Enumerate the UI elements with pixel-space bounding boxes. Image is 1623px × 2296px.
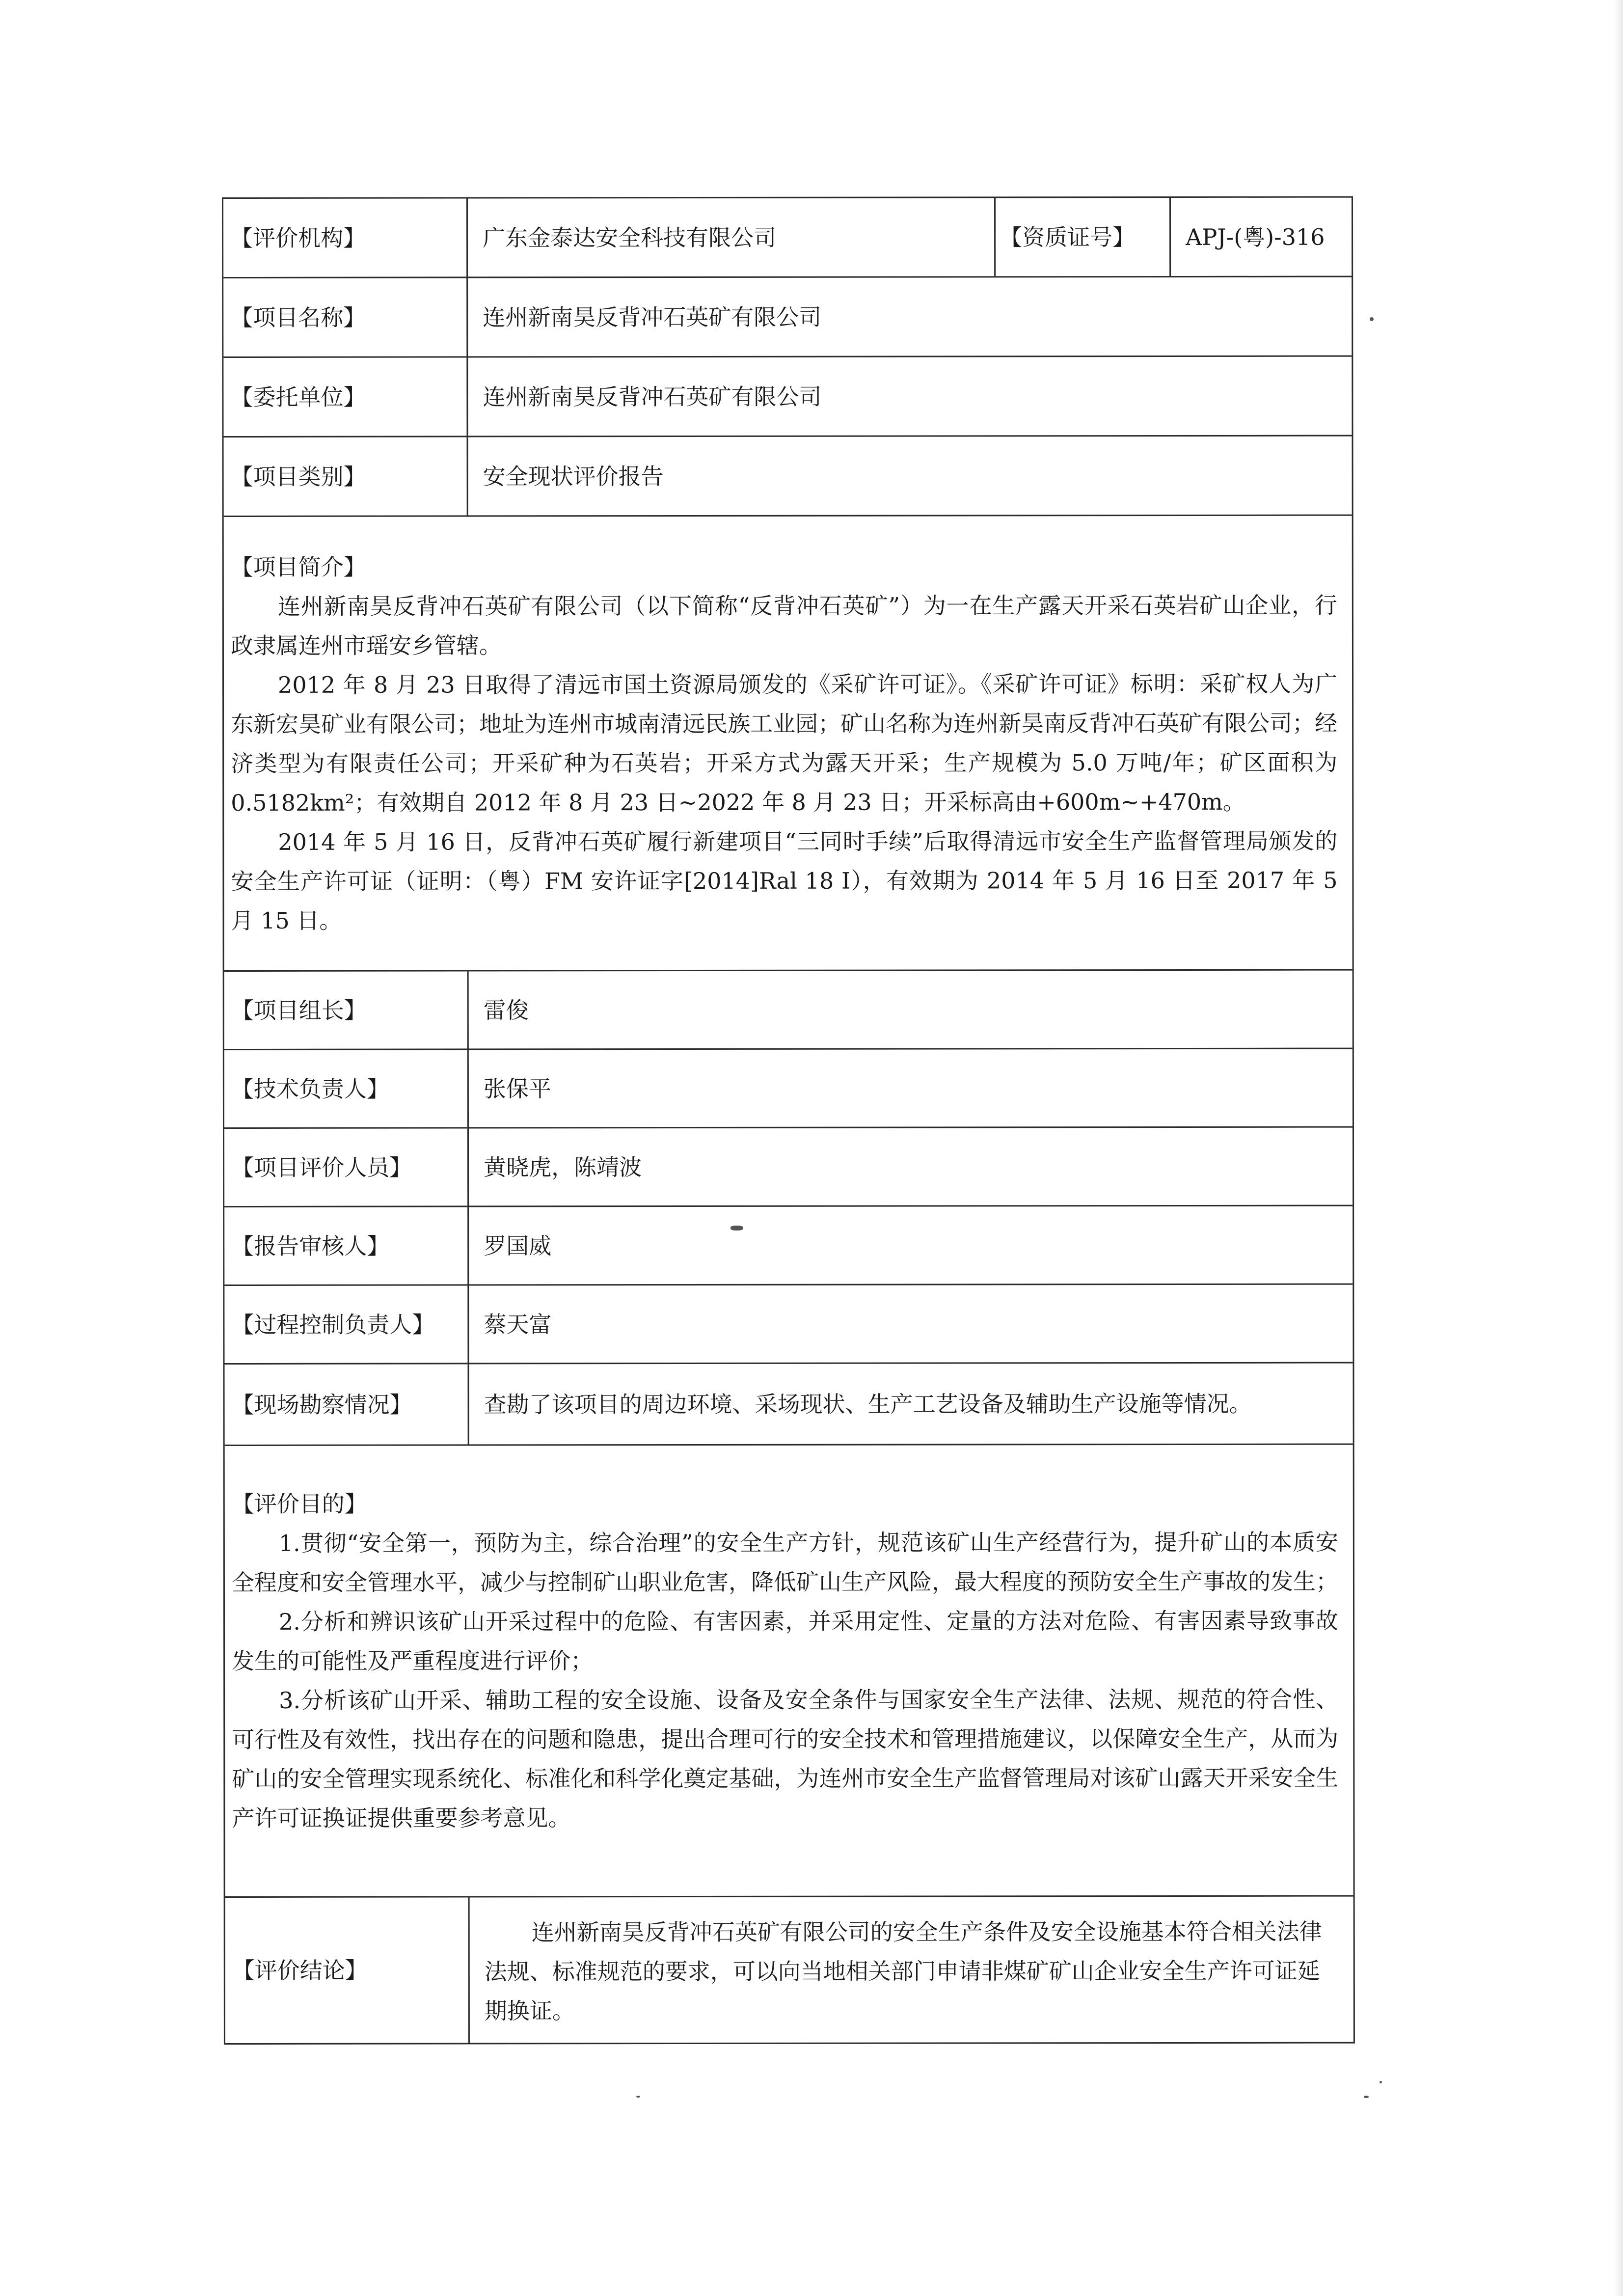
report-reviewer-label: 【报告审核人】 xyxy=(231,1232,390,1259)
client-label: 【委托单位】 xyxy=(230,383,366,410)
scan-speck xyxy=(1370,317,1374,321)
summary-paragraph: 2012 年 8 月 23 日取得了清远市国土资源局颁发的《采矿许可证》。《采矿许可证》标明：采矿权人为广东新宏昊矿业有限公司；地址为连州市城南清远民族工业园；矿山名称为连州新昊南反背冲石英矿有限公司；经济类型为有限责任公司；开采矿种为石英岩；开采方式为露天开采；生产规模为 5.0 万吨/年；矿区面积为 0.5182km²；有效期自 2012 年 8 月 23 日~2022 年 8 月 23 日；开采标高由+600m~+470m。 xyxy=(231,670,1338,816)
conclusion-text: 连州新南昊反背冲石英矿有限公司的安全生产条件及安全设施基本符合相关法律法规、标准规范的要求，可以向当地相关部门申请非煤矿矿山企业安全生产许可证延期换证。 xyxy=(484,1918,1322,2024)
row-project-name xyxy=(223,277,1352,358)
purpose-paragraph: 2.分析和辨识该矿山开采过程中的危险、有害因素，并采用定性、定量的方法对危险、有害因素导致事故发生的可能性及严重程度进行评价； xyxy=(232,1607,1339,1674)
evaluation-summary-form xyxy=(222,196,1355,2045)
project-type-label: 【项目类别】 xyxy=(230,463,366,490)
row-project-type xyxy=(224,437,1352,517)
qualification-label: 【资质证号】 xyxy=(994,198,1169,276)
row-team-leader xyxy=(224,971,1352,1050)
site-survey-value: 查勘了该项目的周边环境、采场现状、生产工艺设备及辅助生产设施等情况。 xyxy=(467,1364,1352,1445)
row-technical-lead xyxy=(224,1049,1352,1129)
process-control-value: 蔡天富 xyxy=(467,1285,1352,1363)
evaluators-label: 【项目评价人员】 xyxy=(231,1154,412,1181)
row-evaluation-org xyxy=(223,198,1352,278)
process-control-label: 【过程控制负责人】 xyxy=(231,1311,435,1338)
scan-speck xyxy=(636,2096,640,2098)
project-name-value: 连州新南昊反背冲石英矿有限公司 xyxy=(466,277,1352,356)
evaluators-value: 黄晓虎，陈靖波 xyxy=(467,1128,1352,1206)
purpose-paragraph: 3.分析该矿山开采、辅助工程的安全设施、设备及安全条件与国家安全生产法律、法规、规范的符合性、可行性及有效性，找出存在的问题和隐患，提出合理可行的安全技术和管理措施建议，以保障安全生产，从而为矿山的安全管理实现系统化、标准化和科学化奠定基础，为连州市安全生产监督管理局对该矿山露天开采安全生产许可证换证提供重要参考意见。 xyxy=(232,1686,1339,1831)
project-summary-heading: 【项目简介】 xyxy=(230,553,366,580)
conclusion-value xyxy=(468,1897,1353,2043)
row-site-survey xyxy=(224,1364,1352,1446)
row-client xyxy=(223,357,1352,437)
team-leader-value: 雷俊 xyxy=(467,971,1352,1049)
scan-speck xyxy=(1380,2081,1382,2083)
row-project-summary xyxy=(224,516,1352,972)
project-name-label: 【项目名称】 xyxy=(230,304,366,331)
row-evaluation-conclusion xyxy=(225,1897,1353,2043)
evaluation-org-value: 广东金泰达安全科技有限公司 xyxy=(466,198,994,276)
page-edge-shadow xyxy=(1614,0,1623,2296)
team-leader-label: 【项目组长】 xyxy=(231,997,367,1024)
row-evaluators xyxy=(224,1128,1352,1207)
row-evaluation-purpose xyxy=(225,1445,1353,1898)
evaluation-org-label: 【评价机构】 xyxy=(230,224,366,251)
scan-speck xyxy=(1364,2096,1369,2098)
row-report-reviewer xyxy=(224,1206,1352,1286)
qualification-value: APJ-(粤)-316 xyxy=(1169,198,1352,276)
client-value: 连州新南昊反背冲石英矿有限公司 xyxy=(466,357,1352,436)
technical-lead-label: 【技术负责人】 xyxy=(231,1075,389,1102)
evaluation-purpose-heading: 【评价目的】 xyxy=(231,1490,367,1517)
site-survey-label: 【现场勘察情况】 xyxy=(231,1391,412,1418)
project-summary-block xyxy=(224,516,1352,940)
summary-paragraph: 2014 年 5 月 16 日，反背冲石英矿履行新建项目“三同时手续”后取得清远市安全生产监督管理局颁发的安全生产许可证（证明：（粤）FM 安许证字[2014]Ral 18 I），有效期为 2014 年 5 月 16 日至 2017 年 5 月 15 日。 xyxy=(231,827,1338,934)
project-type-value: 安全现状评价报告 xyxy=(467,437,1352,516)
conclusion-label: 【评价结论】 xyxy=(232,1957,368,1984)
purpose-paragraph: 1.贯彻“安全第一，预防为主，综合治理”的安全生产方针，规范该矿山生产经营行为，提升矿山的本质安全程度和安全管理水平，减少与控制矿山职业危害，降低矿山生产风险，最大程度的预防安全生产事故的发生； xyxy=(231,1529,1338,1596)
summary-paragraph: 连州新南昊反背冲石英矿有限公司（以下简称“反背冲石英矿”）为一在生产露天开采石英岩矿山企业，行政隶属连州市瑶安乡管辖。 xyxy=(230,592,1337,659)
report-reviewer-value: 罗国威 xyxy=(467,1206,1352,1285)
evaluation-purpose-block xyxy=(225,1445,1353,1838)
technical-lead-value: 张保平 xyxy=(467,1049,1352,1127)
row-process-control xyxy=(224,1285,1352,1365)
